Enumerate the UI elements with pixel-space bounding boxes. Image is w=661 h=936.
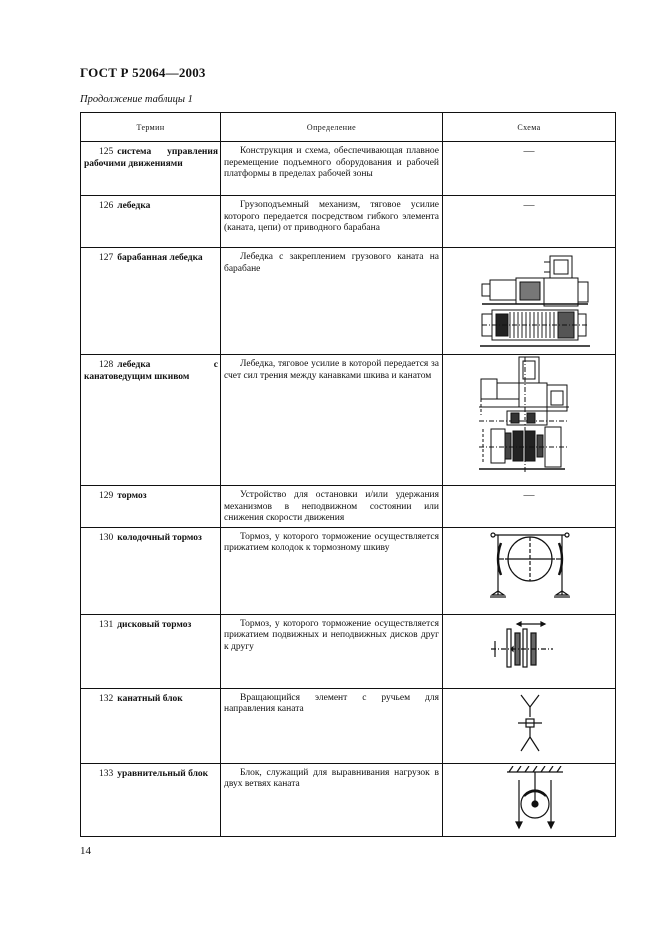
scheme-empty-dash: —	[523, 145, 535, 157]
terms-table	[80, 112, 616, 837]
definition-cell: Блок, служащий для выравнивания нагрузок в двух ветвях каната	[221, 763, 443, 836]
term-name: колодочный тормоз	[117, 532, 202, 543]
term-number: 128	[99, 360, 114, 370]
table-continuation-caption: Продолжение таблицы 1	[80, 94, 193, 105]
term-number: 129	[99, 491, 114, 501]
table-row	[81, 763, 616, 836]
definition-cell: Устройство для остановки и/или удержания механизмов в неподвижном состоянии или снижения скорости движения	[221, 486, 443, 528]
table-row	[81, 614, 616, 688]
scheme-cell	[443, 355, 616, 486]
term-number: 130	[99, 532, 114, 543]
definition-cell: Лебедка с закреплением грузового каната на барабане	[221, 248, 443, 355]
column-header-scheme: Схема	[443, 113, 616, 142]
definition-cell: Тормоз, у которого торможение осуществляется прижатием колодок к тормозному шкиву	[221, 527, 443, 614]
scheme-cell	[443, 763, 616, 836]
scheme-empty-dash: —	[523, 199, 535, 211]
table-row	[81, 142, 616, 196]
term-number: 126	[99, 201, 114, 211]
definition-cell: Тормоз, у которого торможение осуществляется прижатием подвижных и неподвижных дисков друг к другу	[221, 614, 443, 688]
term-cell	[81, 142, 221, 196]
table-row	[81, 355, 616, 486]
term-name: барабанная лебедка	[117, 253, 203, 263]
table-row	[81, 196, 616, 248]
scheme-empty-dash: —	[523, 489, 535, 501]
definition-cell: Конструкция и схема, обеспечивающая плавное перемещение подъемного оборудования и рабочей платформы в пределах рабочей зоны	[221, 142, 443, 196]
scheme-cell	[443, 688, 616, 763]
term-cell	[81, 527, 221, 614]
term-name: канатный блок	[117, 693, 183, 704]
table-row	[81, 527, 616, 614]
term-cell	[81, 614, 221, 688]
equalizing-pulley-scheme	[503, 766, 567, 832]
term-cell	[81, 688, 221, 763]
term-name: лебедка	[117, 201, 151, 211]
definition-cell: Лебедка, тяговое усилие в которой передается за счет сил трения между канавками шкива и канатом	[221, 355, 443, 486]
scheme-cell	[443, 614, 616, 688]
term-name: дисковый тормоз	[117, 619, 192, 630]
term-number: 131	[99, 619, 114, 630]
term-name: тормоз	[117, 491, 147, 501]
rope-pulley-scheme	[517, 693, 543, 755]
term-cell	[81, 355, 221, 486]
page-number: 14	[80, 845, 91, 857]
scheme-cell	[443, 486, 616, 528]
column-header-term: Термин	[81, 113, 221, 142]
scheme-cell	[443, 142, 616, 196]
scheme-cell	[443, 248, 616, 355]
column-header-definition: Определение	[221, 113, 443, 142]
disc-brake-scheme	[489, 619, 555, 677]
standard-code: ГОСТ Р 52064—2003	[80, 65, 206, 80]
definition-cell: Вращающийся элемент с ручьем для направления каната	[221, 688, 443, 763]
traction-sheave-winch-scheme	[479, 355, 571, 473]
term-cell	[81, 248, 221, 355]
term-cell	[81, 763, 221, 836]
term-name: лебедка с канатоведущим шкивом	[84, 360, 218, 382]
scheme-cell	[443, 527, 616, 614]
term-number: 132	[99, 693, 114, 704]
definition-cell: Грузоподъемный механизм, тяговое усилие которого передается посредством гибкого элемента (каната, цепи) от приводного барабана	[221, 196, 443, 248]
table-row	[81, 248, 616, 355]
table-row	[81, 688, 616, 763]
term-name: система управления рабочими движениями	[84, 147, 218, 169]
table-row	[81, 486, 616, 528]
term-name: уравнительный блок	[117, 768, 209, 779]
scheme-cell	[443, 196, 616, 248]
term-number: 133	[99, 768, 114, 779]
term-cell	[81, 196, 221, 248]
term-number: 127	[99, 253, 114, 263]
term-cell	[81, 486, 221, 528]
table-header-row	[81, 113, 616, 142]
drum-winch-scheme	[480, 254, 590, 350]
term-number: 125	[99, 147, 114, 157]
shoe-brake-scheme	[487, 529, 573, 607]
